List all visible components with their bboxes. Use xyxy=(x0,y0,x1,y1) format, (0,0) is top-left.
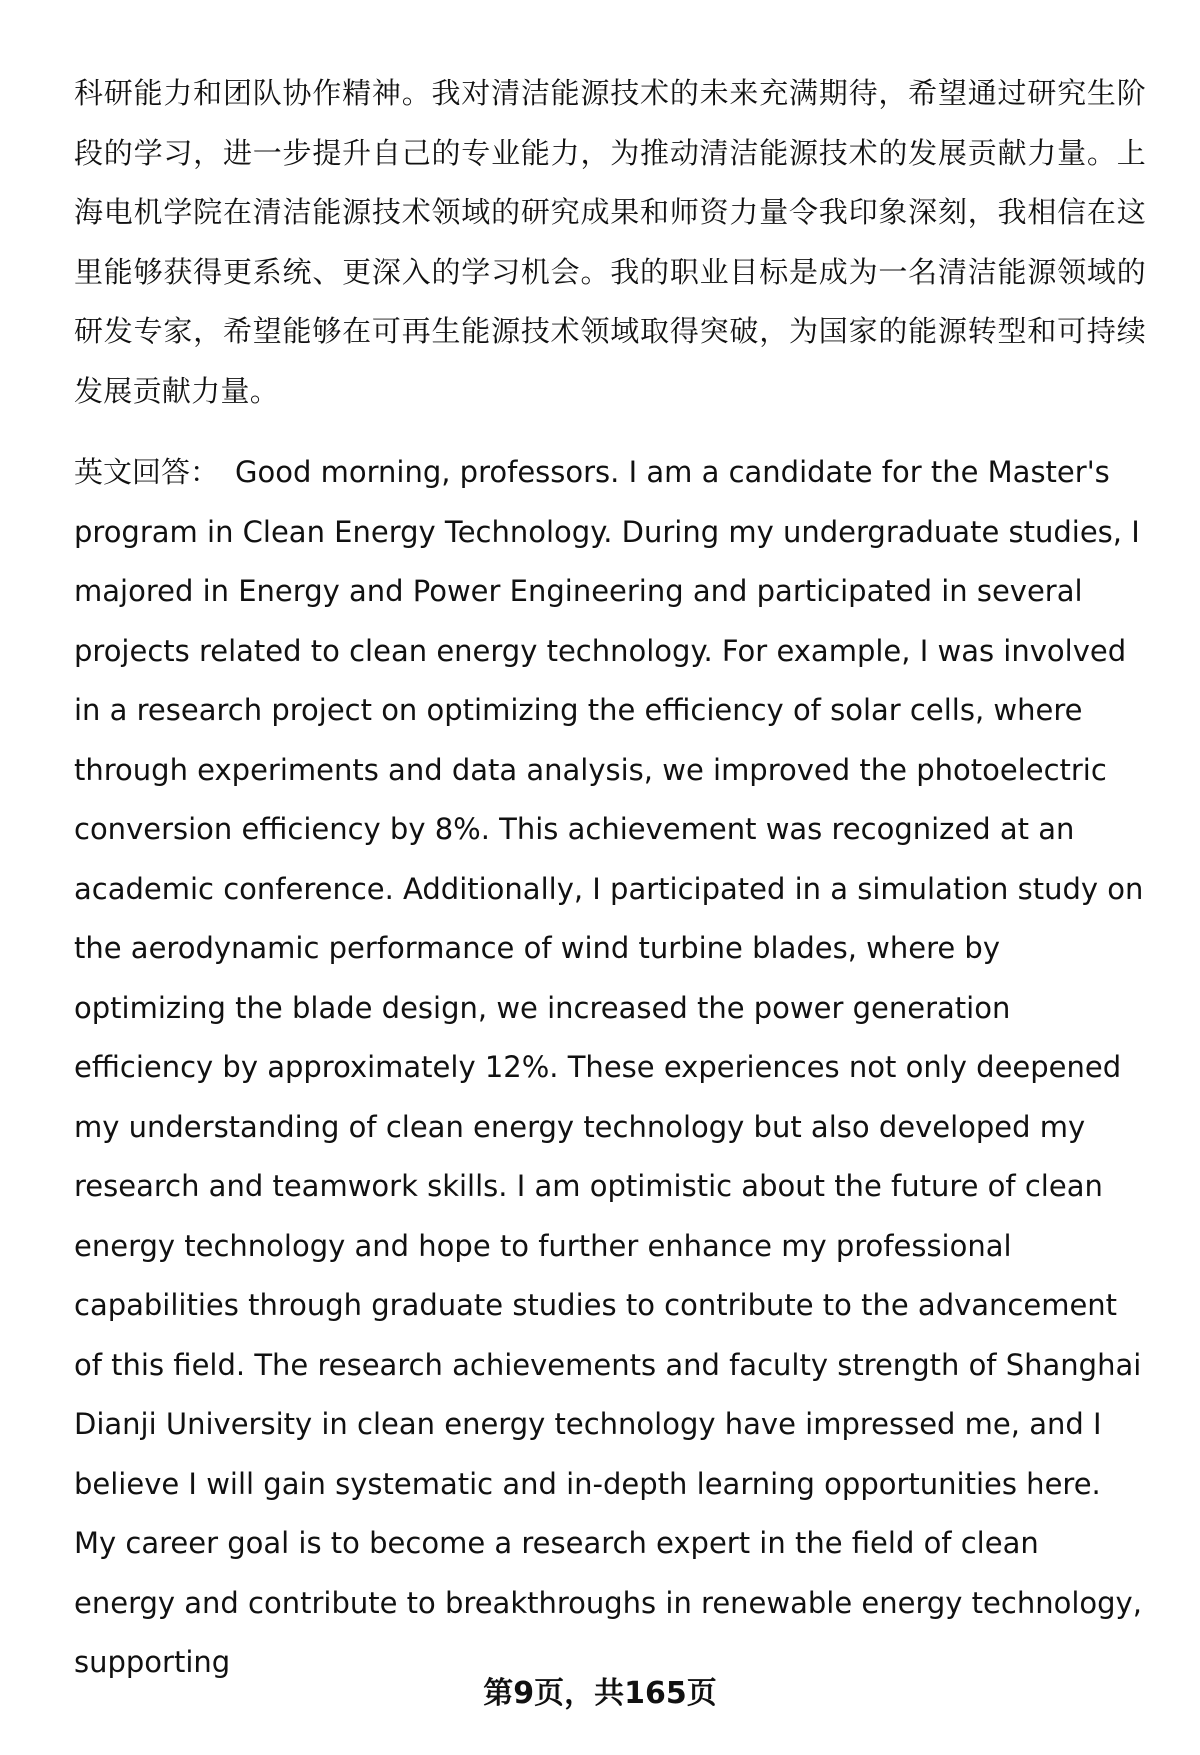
english-answer-text: Good morning, professors. I am a candidate for the Master's program in Clean Energy Technology. During my undergraduate studies, I majored in Energy and Power Engineering and participated in several projects related to clean energy technology. For example, I was involved in a research project on optimizing the efficiency of solar cells, where through experiments and data analysis, we improved the photoelectric conversion efficiency by 8%. This achievement was recognized at an academic conference. Additionally, I participated in a simulation study on the aerodynamic performance of wind turbine blades, where by optimizing the blade design, we increased the power generation efficiency by approximately 12%. These experiences not only deepened my understanding of clean energy technology but also developed my research and teamwork skills. I am optimistic about the future of clean energy technology and hope to further enhance my professional capabilities through graduate studies to contribute to the advancement of this field. The research achievements and faculty strength of Shanghai Dianji University in clean energy technology have impressed me, and I believe I will gain systematic and in-depth learning opportunities here. My career goal is to become a research expert in the field of clean energy and contribute to breakthroughs in renewable energy technology, supporting xyxy=(74,455,1144,1679)
page-number-footer: 第9页，共165页 xyxy=(483,1676,717,1711)
english-answer-label: 英文回答： xyxy=(74,455,220,489)
english-answer-paragraph xyxy=(74,443,1146,1693)
document-page xyxy=(74,64,1146,1693)
chinese-answer-paragraph: 科研能力和团队协作精神。我对清洁能源技术的未来充满期待，希望通过研究生阶段的学习，进一步提升自己的专业能力，为推动清洁能源技术的发展贡献力量。上海电机学院在清洁能源技术领域的研究成果和师资力量令我印象深刻，我相信在这里能够获得更系统、更深入的学习机会。我的职业目标是成为一名清洁能源领域的研发专家，希望能够在可再生能源技术领域取得突破，为国家的能源转型和可持续发展贡献力量。 xyxy=(74,76,1146,408)
